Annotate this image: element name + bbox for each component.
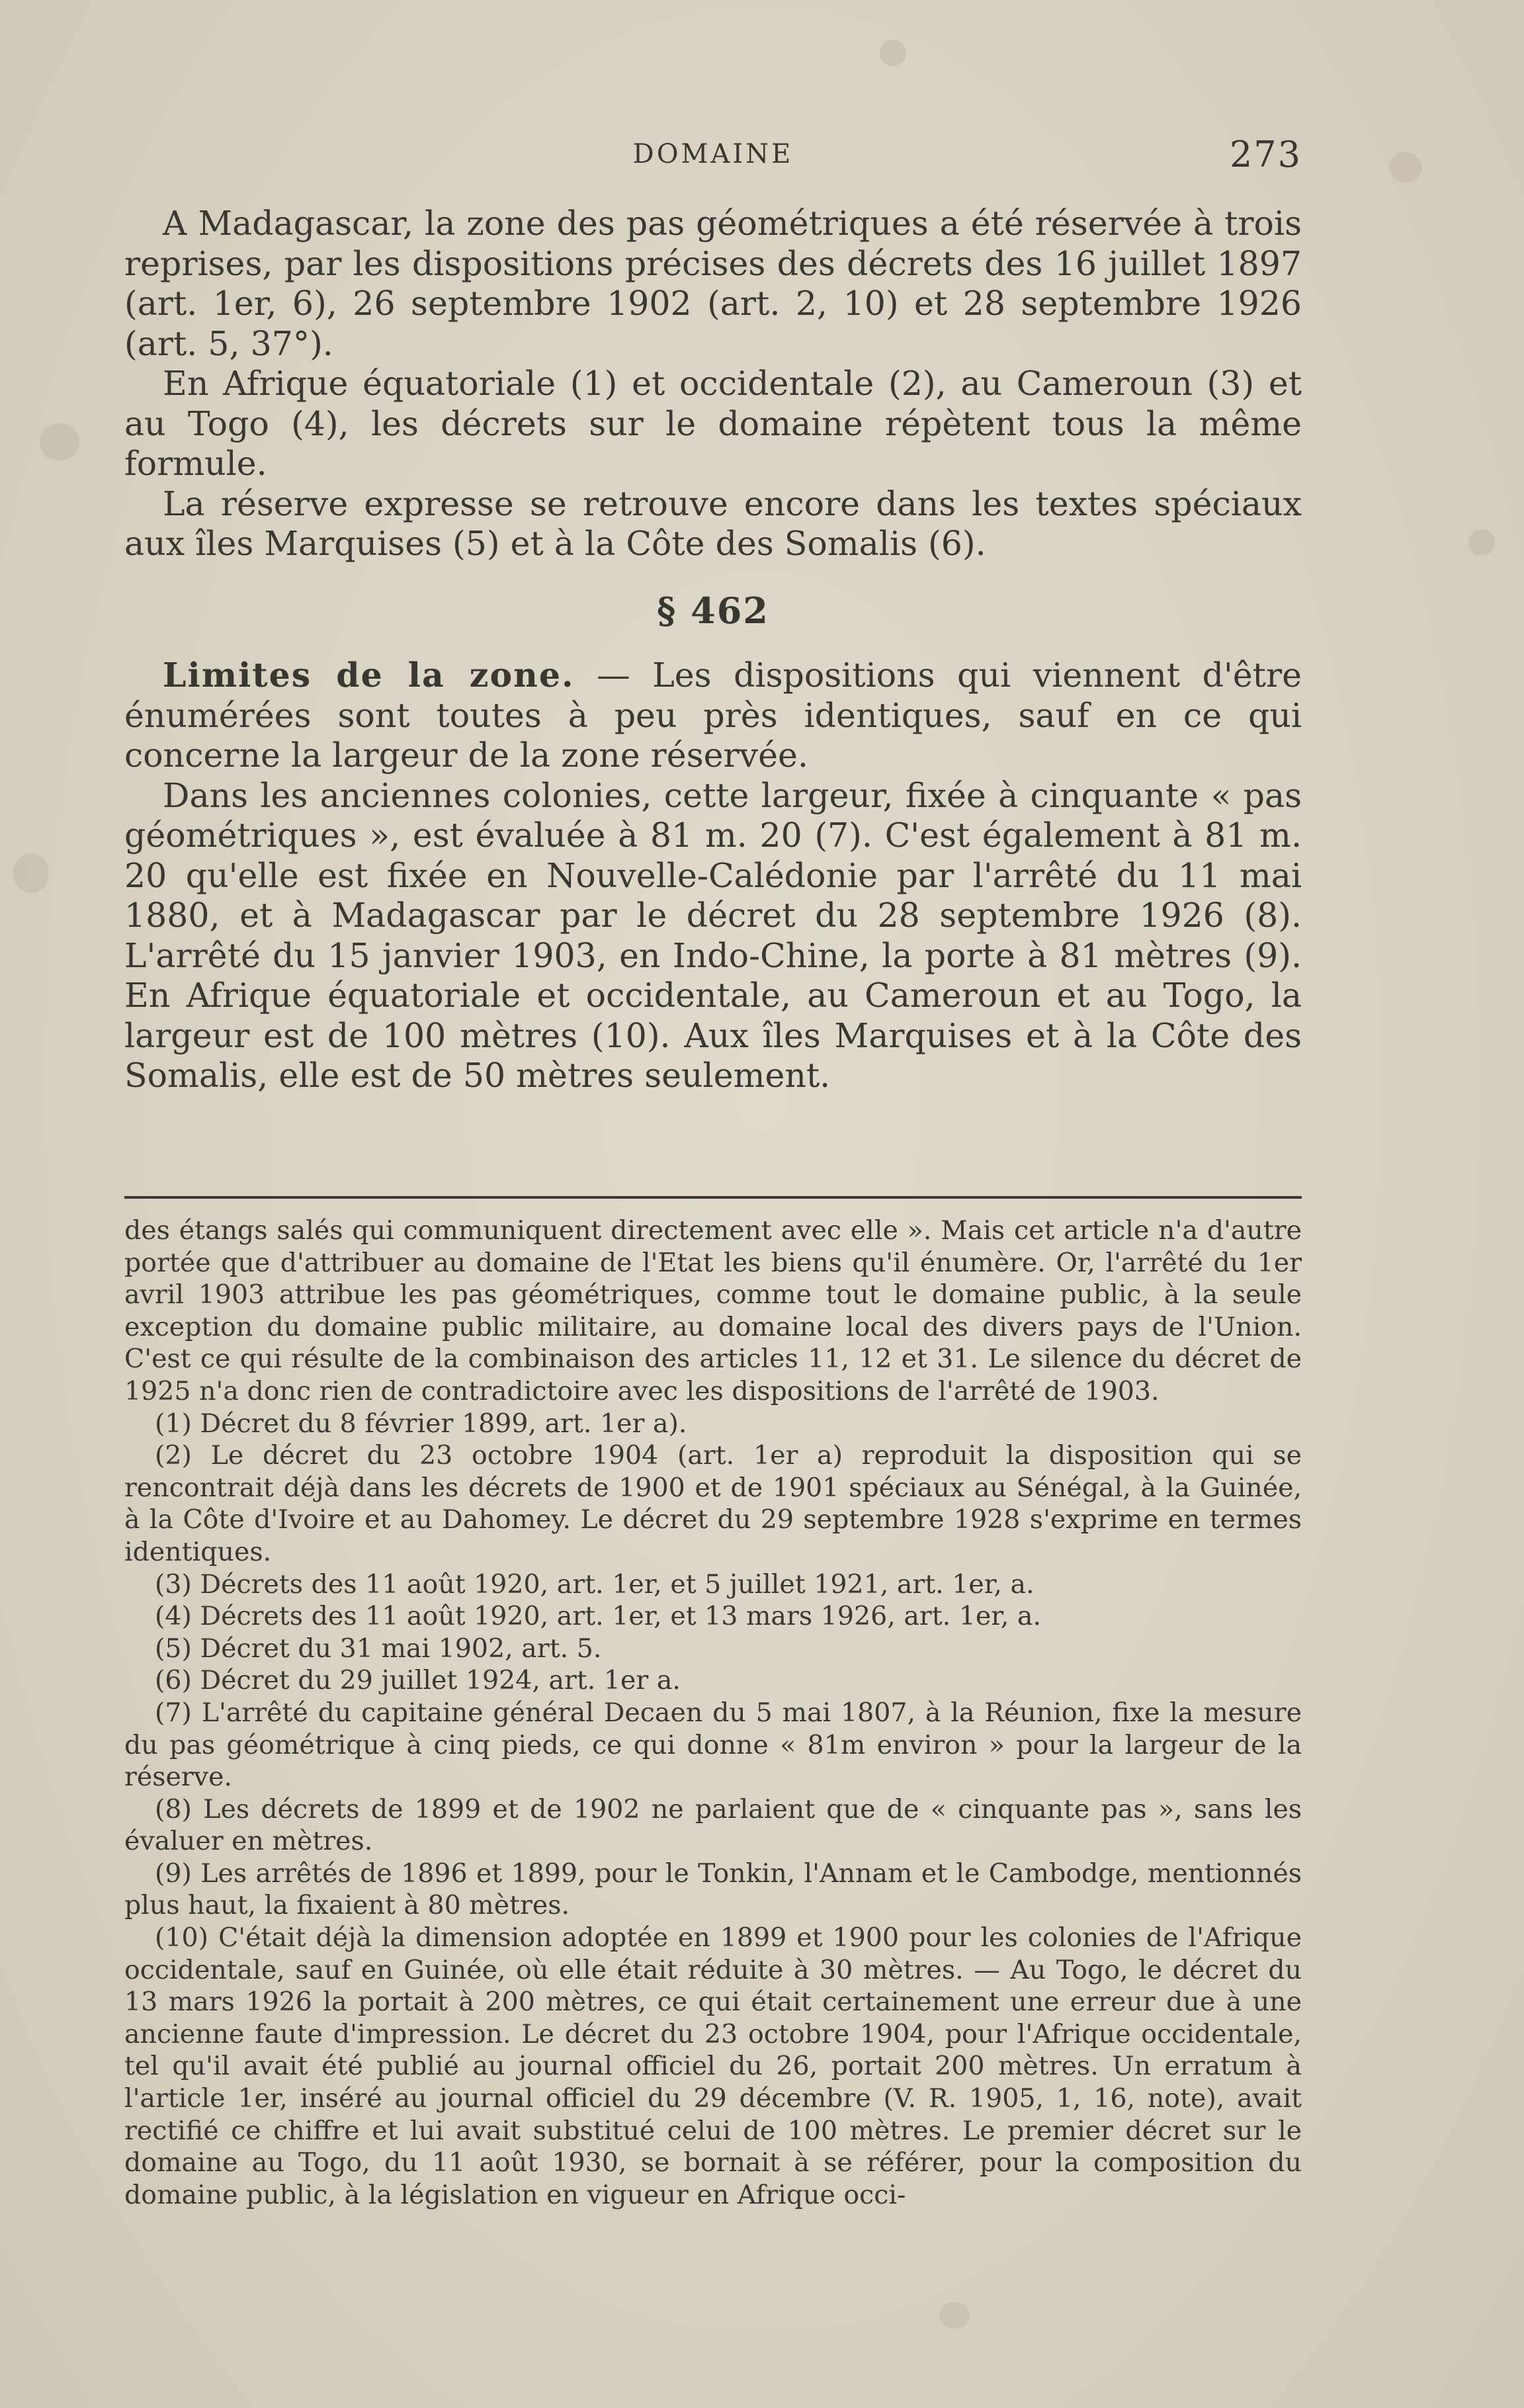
footnote: (3) Décrets des 11 août 1920, art. 1er, et 5 juillet 1921, art. 1er, a. <box>155 1569 1035 1600</box>
paper-stain <box>40 423 79 460</box>
running-head: DOMAINE <box>632 139 794 169</box>
main-text <box>124 204 1302 1096</box>
section-heading: Limites de la zone. <box>163 656 575 695</box>
footnote: (7) L'arrêté du capitaine général Decaen du 5 mai 1807, à la Réunion, fixe la mesure du pas géométrique à cinq pieds, ce qui donne « 81m environ » pour la largeur de la réserve. <box>124 1697 1302 1793</box>
footnote-divider <box>124 1196 1302 1199</box>
footnote: (8) Les décrets de 1899 et de 1902 ne parlaient que de « cinquante pas », sans les évaluer en mètres. <box>124 1793 1302 1857</box>
paragraph <box>124 656 1302 776</box>
paragraph: La réserve expresse se retrouve encore dans les textes spéciaux aux îles Marquises (5) et à la Côte des Somalis (6). <box>124 484 1302 563</box>
paragraph: En Afrique équatoriale (1) et occidentale (2), au Cameroun (3) et au Togo (4), les décrets sur le domaine répètent tous la même formule. <box>124 364 1302 483</box>
footnote: (4) Décrets des 11 août 1920, art. 1er, et 13 mars 1926, art. 1er, a. <box>155 1601 1042 1632</box>
paper-stain <box>939 2302 970 2329</box>
page-header <box>124 131 1302 177</box>
footnote: (10) C'était déjà la dimension adoptée en 1899 et 1900 pour les colonies de l'Afrique occidentale, sauf en Guinée, où elle était réduite à 30 mètres. — Au Togo, le décret du 13 mars 1926 la portait à 200 mètres, ce qui était certainement une erreur due à une ancienne faute d'impression. Le décret du 23 octobre 1904, pour l'Afrique occidentale, tel qu'il avait été publié au journal officiel du 26, portait 200 mètres. Un erratum à l'article 1er, inséré au journal officiel du 29 décembre (V. R. 1905, 1, 16, note), avait rectifié ce chiffre et lui avait substitué celui de 100 mètres. Le premier décret sur le domaine au Togo, du 11 août 1930, se bornait à se référer, pour la composition du domaine public, à la législation en vigueur en Afrique occi- <box>124 1922 1302 2210</box>
paper-stain <box>880 40 906 66</box>
paper-stain <box>1468 529 1495 556</box>
footnotes <box>124 1215 1302 2211</box>
paragraph-text: — Les dispositions qui viennent d'être énumérées sont toutes à peu près identiques, sauf en ce qui concerne la largeur de la zone réservée. <box>124 656 1302 775</box>
paper-stain <box>13 853 49 893</box>
paragraph: A Madagascar, la zone des pas géométriques a été réservée à trois reprises, par les dispositions précises des décrets des 16 juillet 1897 (art. 1er, 6), 26 septembre 1902 (art. 2, 10) et 28 septembre 1926 (art. 5, 37°). <box>124 204 1302 363</box>
page-number: 273 <box>1229 134 1302 175</box>
paper-stain <box>1389 152 1422 183</box>
section-number: § 462 <box>657 589 769 632</box>
footnote: (6) Décret du 29 juillet 1924, art. 1er a. <box>155 1665 681 1696</box>
footnote: (5) Décret du 31 mai 1902, art. 5. <box>155 1633 602 1664</box>
footnote-continuation: des étangs salés qui communiquent directement avec elle ». Mais cet article n'a d'autre portée que d'attribuer au domaine de l'Etat les biens qu'il énumère. Or, l'arrêté du 1er avril 1903 attribue les pas géométriques, comme tout le domaine public, à la seule exception du domaine public militaire, au domaine local des divers pays de l'Union. C'est ce qui résulte de la combinaison des articles 11, 12 et 31. Le silence du décret de 1925 n'a donc rien de contradictoire avec les dispositions de l'arrêté de 1903. <box>124 1215 1302 1406</box>
footnote: (1) Décret du 8 février 1899, art. 1er a). <box>155 1408 687 1439</box>
paragraph: Dans les anciennes colonies, cette largeur, fixée à cinquante « pas géométriques », est évaluée à 81 m. 20 (7). C'est également à 81 m. 20 qu'elle est fixée en Nouvelle-Calédonie par l'arrêté du 11 mai 1880, et à Madagascar par le décret du 28 septembre 1926 (8). L'arrêté du 15 janvier 1903, en Indo-Chine, la porte à 81 mètres (9). En Afrique équatoriale et occidentale, au Cameroun et au Togo, la largeur est de 100 mètres (10). Aux îles Marquises et à la Côte des Somalis, elle est de 50 mètres seulement. <box>124 775 1302 1095</box>
footnote: (9) Les arrêtés de 1896 et 1899, pour le Tonkin, l'Annam et le Cambodge, mentionnés plus haut, la fixaient à 80 mètres. <box>124 1858 1302 1921</box>
footnote: (2) Le décret du 23 octobre 1904 (art. 1er a) reproduit la disposition qui se rencontrait déjà dans les décrets de 1900 et de 1901 spéciaux au Sénégal, à la Guinée, à la Côte d'Ivoire et au Dahomey. Le décret du 29 septembre 1928 s'exprime en termes identiques. <box>124 1440 1302 1567</box>
